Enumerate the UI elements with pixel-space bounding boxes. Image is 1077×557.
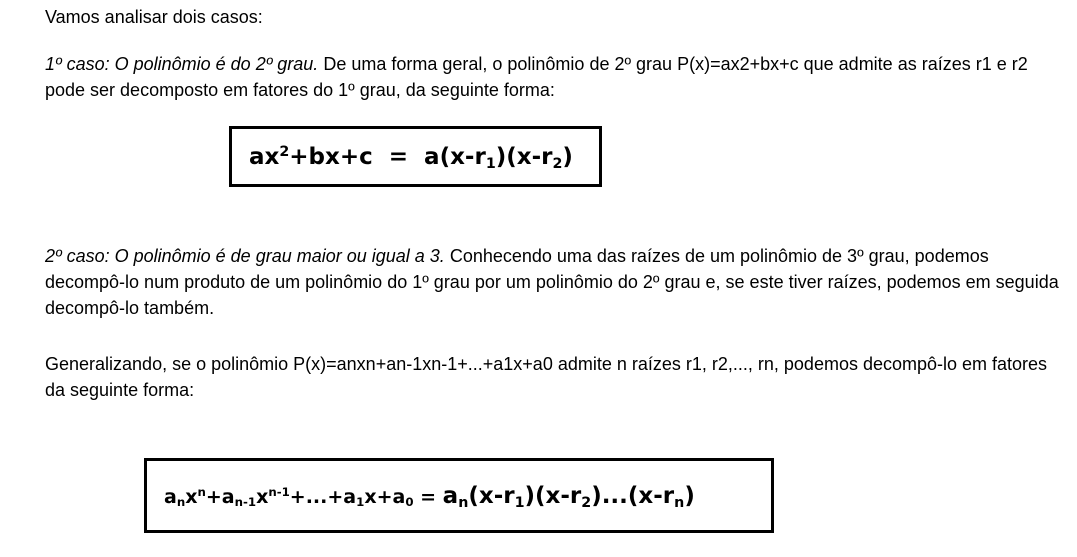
formula-general-box <box>144 458 774 533</box>
intro-text: Vamos analisar dois casos: <box>45 7 263 27</box>
case1-text: De uma forma geral, o polinômio de 2º grau P(x)=ax2+bx+c que admite as raízes r1 e r2 pode ser decomposto em fatores do 1º grau, da seguinte forma: <box>45 54 1028 100</box>
formula-quadratic-box <box>229 126 602 187</box>
case1-paragraph <box>45 51 1065 103</box>
formula-quadratic: $ax^2+bx+c = a(x-r1)(x-r2)$ <box>249 143 573 172</box>
case2-title: 2º caso: O polinômio é de grau maior ou igual a 3. <box>45 246 445 266</box>
case1-title: 1º caso: O polinômio é do 2º grau. <box>45 54 319 74</box>
formula-general: $anx^n+an-1x^{n-1}+...+a1x+a0 = an(x-r1)(x-r2)...(x-rn)$ <box>164 482 695 511</box>
generalization-paragraph: Generalizando, se o polinômio P(x)=anxn+an-1xn-1+...+a1x+a0 admite n raízes r1, r2,..., rn, podemos decompô-lo em fatores da seguinte forma: <box>45 354 1048 400</box>
case2-text: Conhecendo uma das raízes de um polinômio de 3º grau, podemos decompô-lo num produto de um polinômio do 1º grau por um polinômio do 2º grau e, se este tiver raízes, podemos em seguida decompô-lo também. <box>45 246 1059 318</box>
case2-paragraph <box>45 243 1065 321</box>
